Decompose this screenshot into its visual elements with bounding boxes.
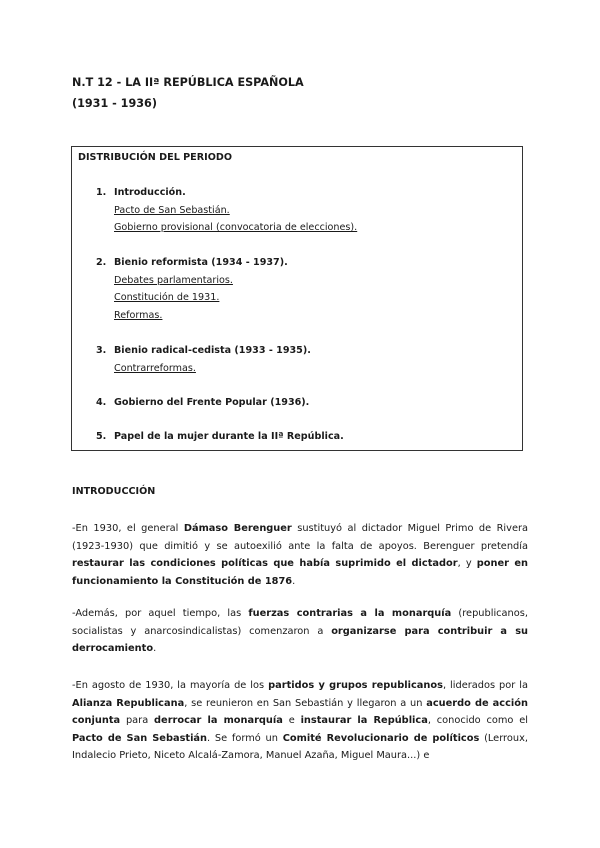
item-number: 5. [96,431,107,442]
bold-text: organizarse para contribuir a su derrocamiento [72,625,528,655]
bold-text: instaurar la República [300,715,428,727]
bold-text: Alianza Republicana [72,697,185,709]
bold-text: poner en funcionamiento la Constitución de 1876 [72,558,529,587]
item-number: 4. [96,397,107,408]
text: (Lerroux, Indalecio Prieto, Niceto Alcalá-Zamora, Manuel Azaña, Miguel Maura...) e [72,732,528,762]
bold-text: fuerzas contrarias a la monarquía [248,608,452,619]
paragraph-3 [72,677,528,765]
text: (republicanos, socialistas y anarcosindicalistas) comenzaron a [72,608,528,637]
text: , conocido como el [427,715,528,727]
text: sustituyó al dictador Miguel Primo de Rivera (1923-1930) que dimitió y se autoexilió ante la falta de apoyos. Berenguer pretendía [72,523,529,552]
text: -Además, por aquel tiempo, las [72,608,249,619]
text: , se reunieron en San Sebastián y llegaron a un [184,697,427,709]
outline-item-3 [96,342,311,377]
paragraph-1 [72,520,528,590]
bold-text: acuerdo de acción conjunta [72,697,528,727]
text: -En agosto de 1930, la mayoría de los [72,680,269,691]
item-title: Papel de la mujer durante la IIª República. [114,431,344,442]
bold-text: Dámaso Berenguer [183,523,292,534]
distribution-heading: DISTRIBUCIÓN DEL PERIODO [78,152,232,163]
item-title: Bienio radical-cedista (1933 - 1935). [114,345,311,356]
outline-item-1 [96,184,357,237]
item-title: Bienio reformista (1934 - 1937). [114,257,288,268]
title-line-2: (1931 - 1936) [72,97,157,110]
outline-item-5 [96,428,344,446]
bold-text: restaurar las condiciones políticas que había suprimido el dictador [72,558,458,570]
bold-text: partidos y grupos republicanos [268,680,443,691]
text: . [292,575,296,587]
title-line-1: N.T 12 - LA IIª REPÚBLICA ESPAÑOLA [72,76,304,89]
item-number: 3. [96,345,107,356]
item-number: 2. [96,257,107,268]
subitem: Constitución de 1931. [114,292,220,303]
item-number: 1. [96,187,107,198]
text: para [120,715,155,727]
subitem: Debates parlamentarios. [114,274,233,286]
subitem: Contrarreformas. [114,362,196,374]
text: . Se formó un [207,732,283,744]
text: , liderados por la [442,680,528,691]
subitem: Pacto de San Sebastián. [114,204,230,216]
subitem: Reformas. [114,309,163,321]
paragraph-2 [72,605,528,658]
bold-text: derrocar la monarquía [154,715,283,727]
text: e [282,715,301,727]
document-title [72,72,304,114]
outline-item-2 [96,254,288,324]
outline-item-4 [96,394,309,412]
item-title: Gobierno del Frente Popular (1936). [114,397,310,408]
text: . [153,643,157,655]
subitem: Gobierno provisional (convocatoria de elecciones). [114,222,358,233]
distribution-box [71,146,523,451]
introduction-heading: INTRODUCCIÓN [72,486,156,497]
bold-text: Pacto de San Sebastián [72,732,208,744]
text: , y [457,558,477,570]
text: -En 1930, el general [72,523,184,534]
item-title: Introducción. [114,187,186,198]
bold-text: Comité Revolucionario de políticos [282,732,480,744]
